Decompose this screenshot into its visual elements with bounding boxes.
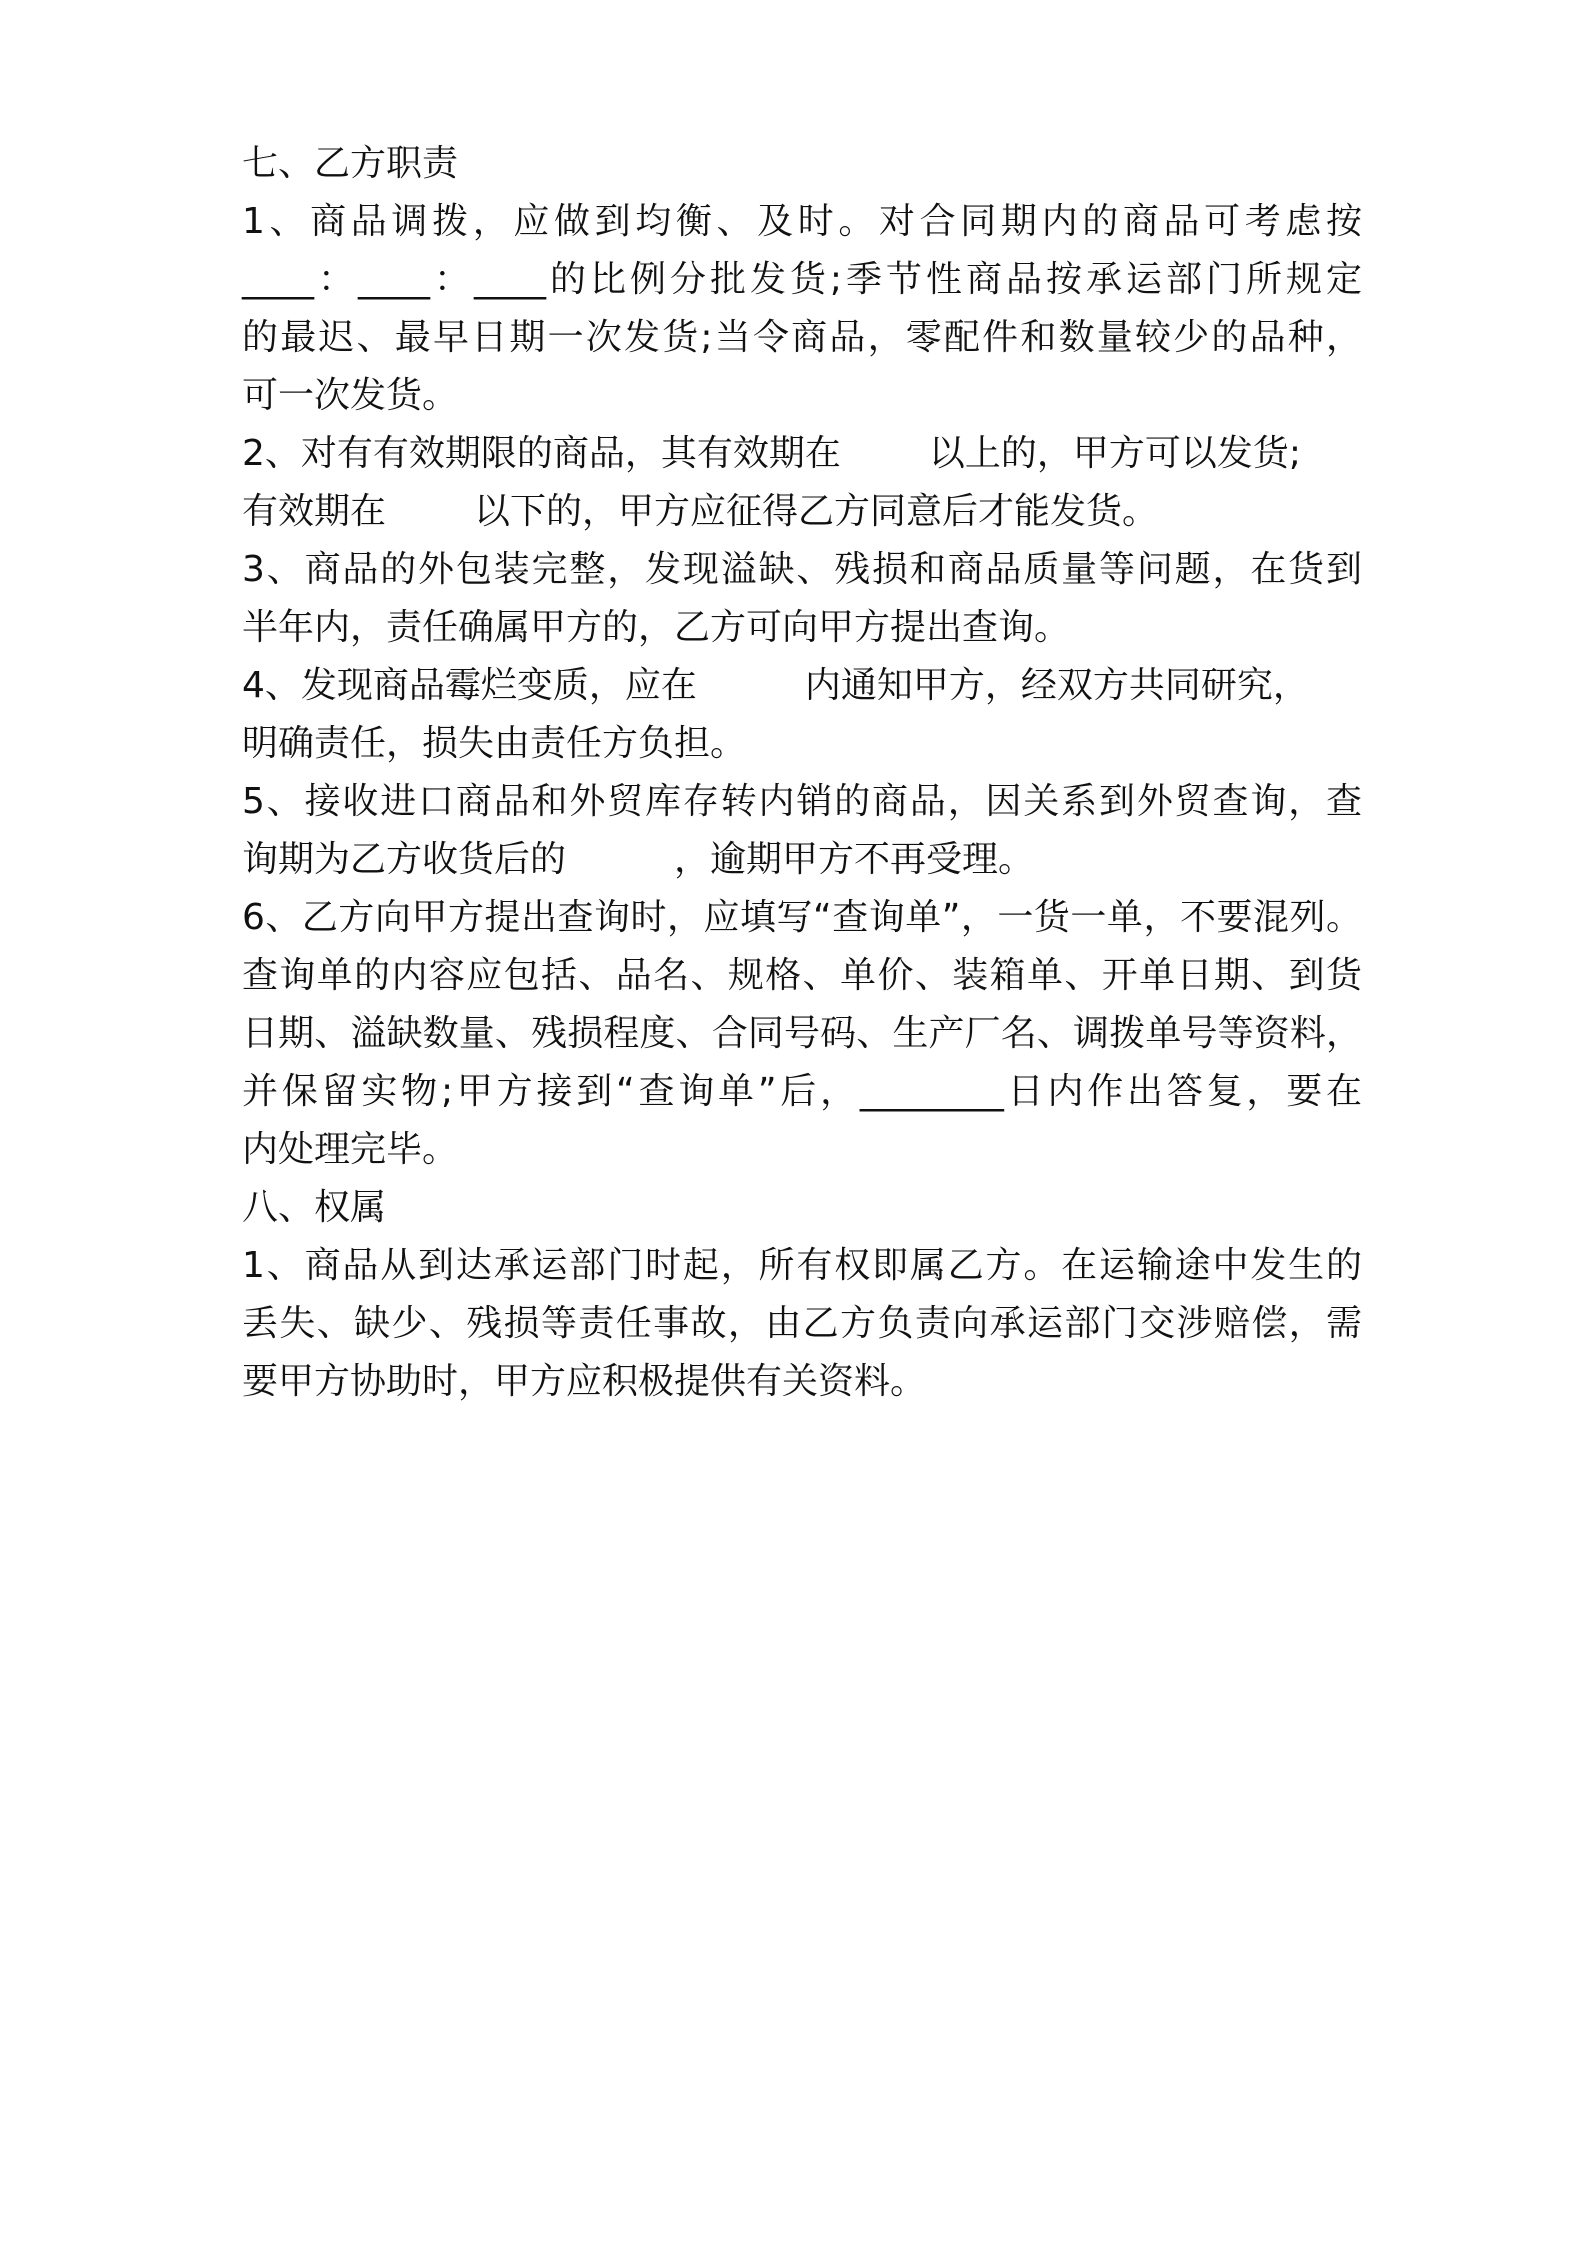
paragraph-line-with-blank	[242, 836, 1034, 884]
paragraph-line: 丢失、缺少、残损等责任事故，由乙方负责向承运部门交涉赔偿，需	[242, 1303, 1362, 1344]
paragraph-line: 6、乙方向甲方提出查询时，应填写“查询单”，一货一单，不要混列。	[242, 897, 1362, 938]
paragraph-line: 并保留实物;甲方接到“查询单”后，________日内作出答复，要在	[242, 1071, 1362, 1112]
line-segment: 询期为乙方收货后的	[242, 839, 567, 880]
paragraph-line: 内处理完毕。	[242, 1129, 459, 1170]
section-heading-7: 七、乙方职责	[242, 143, 459, 184]
line-segment: 4、发现商品霉烂变质，应在	[242, 665, 697, 706]
paragraph-line: 查询单的内容应包括、品名、规格、单价、装箱单、开单日期、到货	[242, 955, 1362, 996]
section-heading-8: 八、权属	[242, 1187, 387, 1228]
paragraph-line: 5、接收进口商品和外贸库存转内销的商品，因关系到外贸查询，查	[242, 781, 1362, 822]
paragraph-line: 日期、溢缺数量、残损程度、合同号码、生产厂名、调拨单号等资料，	[242, 1013, 1362, 1054]
line-segment: 有效期在	[242, 491, 387, 532]
line-segment: 以下的，甲方应征得乙方同意后才能发货。	[474, 491, 1159, 532]
paragraph-line: 要甲方协助时，甲方应积极提供有关资料。	[242, 1361, 927, 1402]
paragraph-line: 可一次发货。	[242, 375, 459, 416]
line-segment: 内通知甲方，经双方共同研究，	[804, 665, 1309, 706]
line-segment: 以上的，甲方可以发货;	[928, 433, 1302, 474]
paragraph-line: 3、商品的外包装完整，发现溢缺、残损和商品质量等问题，在货到	[242, 549, 1362, 590]
paragraph-line: ____：____：____的比例分批发货;季节性商品按承运部门所规定	[242, 259, 1362, 300]
paragraph-line: 半年内，责任确属甲方的，乙方可向甲方提出查询。	[242, 607, 1071, 648]
line-segment: ，逾期甲方不再受理。	[674, 839, 1035, 880]
paragraph-line: 1、商品从到达承运部门时起，所有权即属乙方。在运输途中发生的	[242, 1245, 1362, 1286]
paragraph-line-with-blank	[242, 430, 1301, 478]
paragraph-line: 1、商品调拨，应做到均衡、及时。对合同期内的商品可考虑按	[242, 201, 1362, 242]
paragraph-line: 明确责任，损失由责任方负担。	[242, 723, 747, 764]
paragraph-line-with-blank	[242, 662, 1309, 710]
paragraph-line: 的最迟、最早日期一次发货;当令商品，零配件和数量较少的品种，	[242, 317, 1362, 358]
paragraph-line-with-blank	[242, 488, 1158, 536]
line-segment: 2、对有有效期限的商品，其有效期在	[242, 433, 841, 474]
